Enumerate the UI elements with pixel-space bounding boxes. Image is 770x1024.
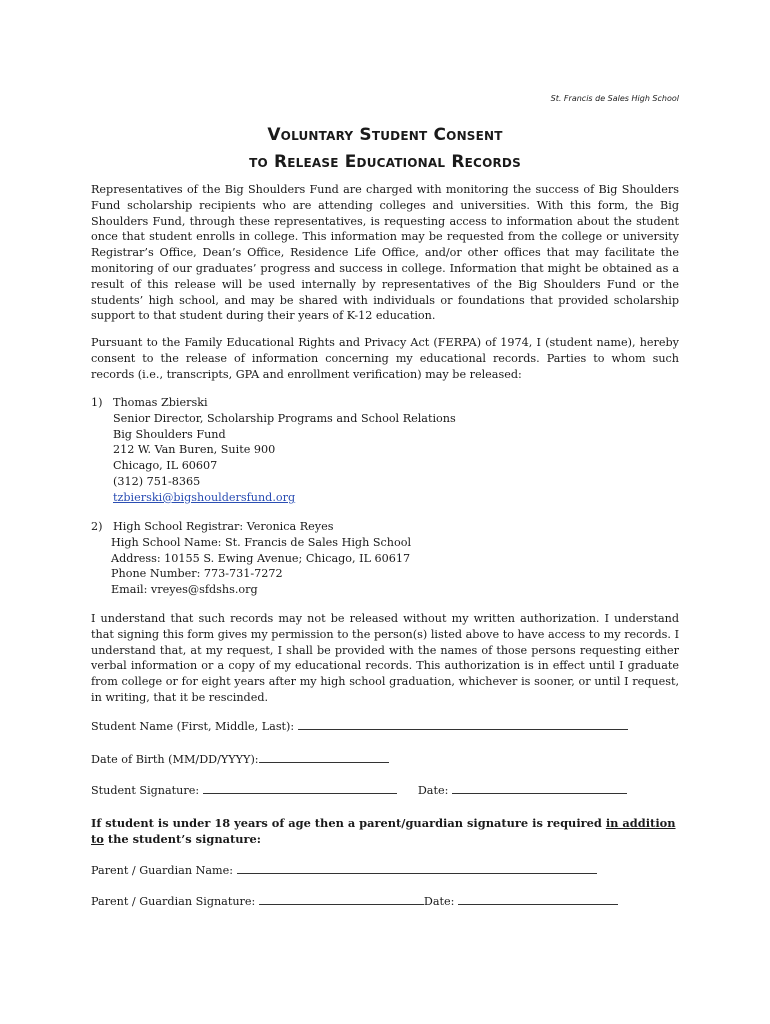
intro-paragraph: Representatives of the Big Shoulders Fund are charged with monitoring the success of Big Shoulders Fund scholarship recipients who are attending colleges and universities. With this form, the Big Shoulders Fund, through these representatives, is requesting access to information about the student once that student enrolls in college. This information may be requested from the college or university Registrar’s Office, Dean’s Office, Residence Life Office, and/or other offices that may facilitate the monitoring of our graduates’ progress and success in college. Information that might be obtained as a result of this release will be used internally by representatives of the Big Shoulders Fund or the students’ high school, and may be shared with individuals or foundations that provided scholarship support to that student during their years of K-12 education.: [91, 183, 679, 323]
contact-1-org: Big Shoulders Fund: [113, 427, 226, 441]
contact-1-email-link[interactable]: tzbierski@bigshouldersfund.org: [113, 490, 296, 504]
contact-2-number: 2): [91, 520, 103, 533]
guardian-notice: [91, 815, 681, 847]
student-name-field: [91, 718, 628, 733]
authorization-paragraph: I understand that such records may not be released without my written authorization. I understand that signing this form gives my permission to the person(s) listed above to have access to my records. I understand that, at my request, I shall be provided with the names of those persons requesting either verbal information or a copy of my educational records. This authorization is in effect until I graduate from college or for eight years after my high school graduation, whichever is sooner, or until I request, in writing, that it be rescinded.: [91, 612, 679, 704]
contact-2-address: Address: 10155 S. Ewing Avenue; Chicago, IL 60617: [111, 551, 411, 565]
contact-1-title: Senior Director, Scholarship Programs and School Relations: [113, 411, 456, 425]
contact-1-number: 1): [91, 396, 103, 409]
contact-block-1: [91, 395, 456, 506]
student-signature-line[interactable]: [203, 782, 397, 794]
title-line-1: Voluntary Student Consent: [267, 125, 503, 145]
notice-text-end: the student’s signature:: [103, 832, 261, 846]
contact-block-2: [91, 519, 411, 598]
parent-signature-line[interactable]: [259, 893, 424, 905]
parent-signature-field: [91, 893, 618, 908]
dob-field: [91, 751, 389, 766]
dob-label: Date of Birth (MM/DD/YYYY):: [91, 753, 259, 766]
contact-1-phone: (312) 751-8365: [113, 474, 201, 488]
parent-name-line[interactable]: [237, 862, 597, 874]
contact-1-address-1: 212 W. Van Buren, Suite 900: [113, 443, 276, 457]
parent-signature-label: Parent / Guardian Signature:: [91, 895, 259, 908]
ferpa-paragraph: Pursuant to the Family Educational Rights and Privacy Act (FERPA) of 1974, I (student name), hereby consent to the release of information concerning my educational records. Parties to whom such records (i.e., transcripts, GPA and enrollment verification) may be released:: [91, 336, 679, 381]
student-date-line[interactable]: [452, 782, 627, 794]
parent-name-label: Parent / Guardian Name:: [91, 864, 237, 877]
title-line-2: to Release Educational Records: [249, 152, 521, 172]
contact-1-address-2: Chicago, IL 60607: [113, 459, 218, 473]
contact-2-phone: Phone Number: 773-731-7272: [111, 567, 283, 581]
contact-1-name: Thomas Zbierski: [113, 396, 208, 409]
notice-text-start: If student is under 18 years of age then a parent/guardian signature is required: [91, 816, 606, 830]
dob-line[interactable]: [259, 751, 389, 763]
header-school-name: St. Francis de Sales High School: [550, 94, 679, 103]
parent-date-label: Date:: [423, 895, 458, 908]
student-name-line[interactable]: [298, 718, 628, 730]
student-date-label: Date:: [417, 784, 452, 797]
student-signature-label: Student Signature:: [91, 784, 203, 797]
parent-date-line[interactable]: [458, 893, 618, 905]
student-name-label: Student Name (First, Middle, Last):: [91, 720, 298, 733]
contact-2-email: Email: vreyes@sfdshs.org: [111, 583, 258, 597]
student-signature-field: [91, 782, 627, 797]
contact-2-school: High School Name: St. Francis de Sales High School: [111, 535, 412, 549]
parent-name-field: [91, 862, 597, 877]
contact-2-registrar: High School Registrar: Veronica Reyes: [113, 520, 334, 533]
notice-underlined-text: in addition to: [91, 816, 676, 846]
